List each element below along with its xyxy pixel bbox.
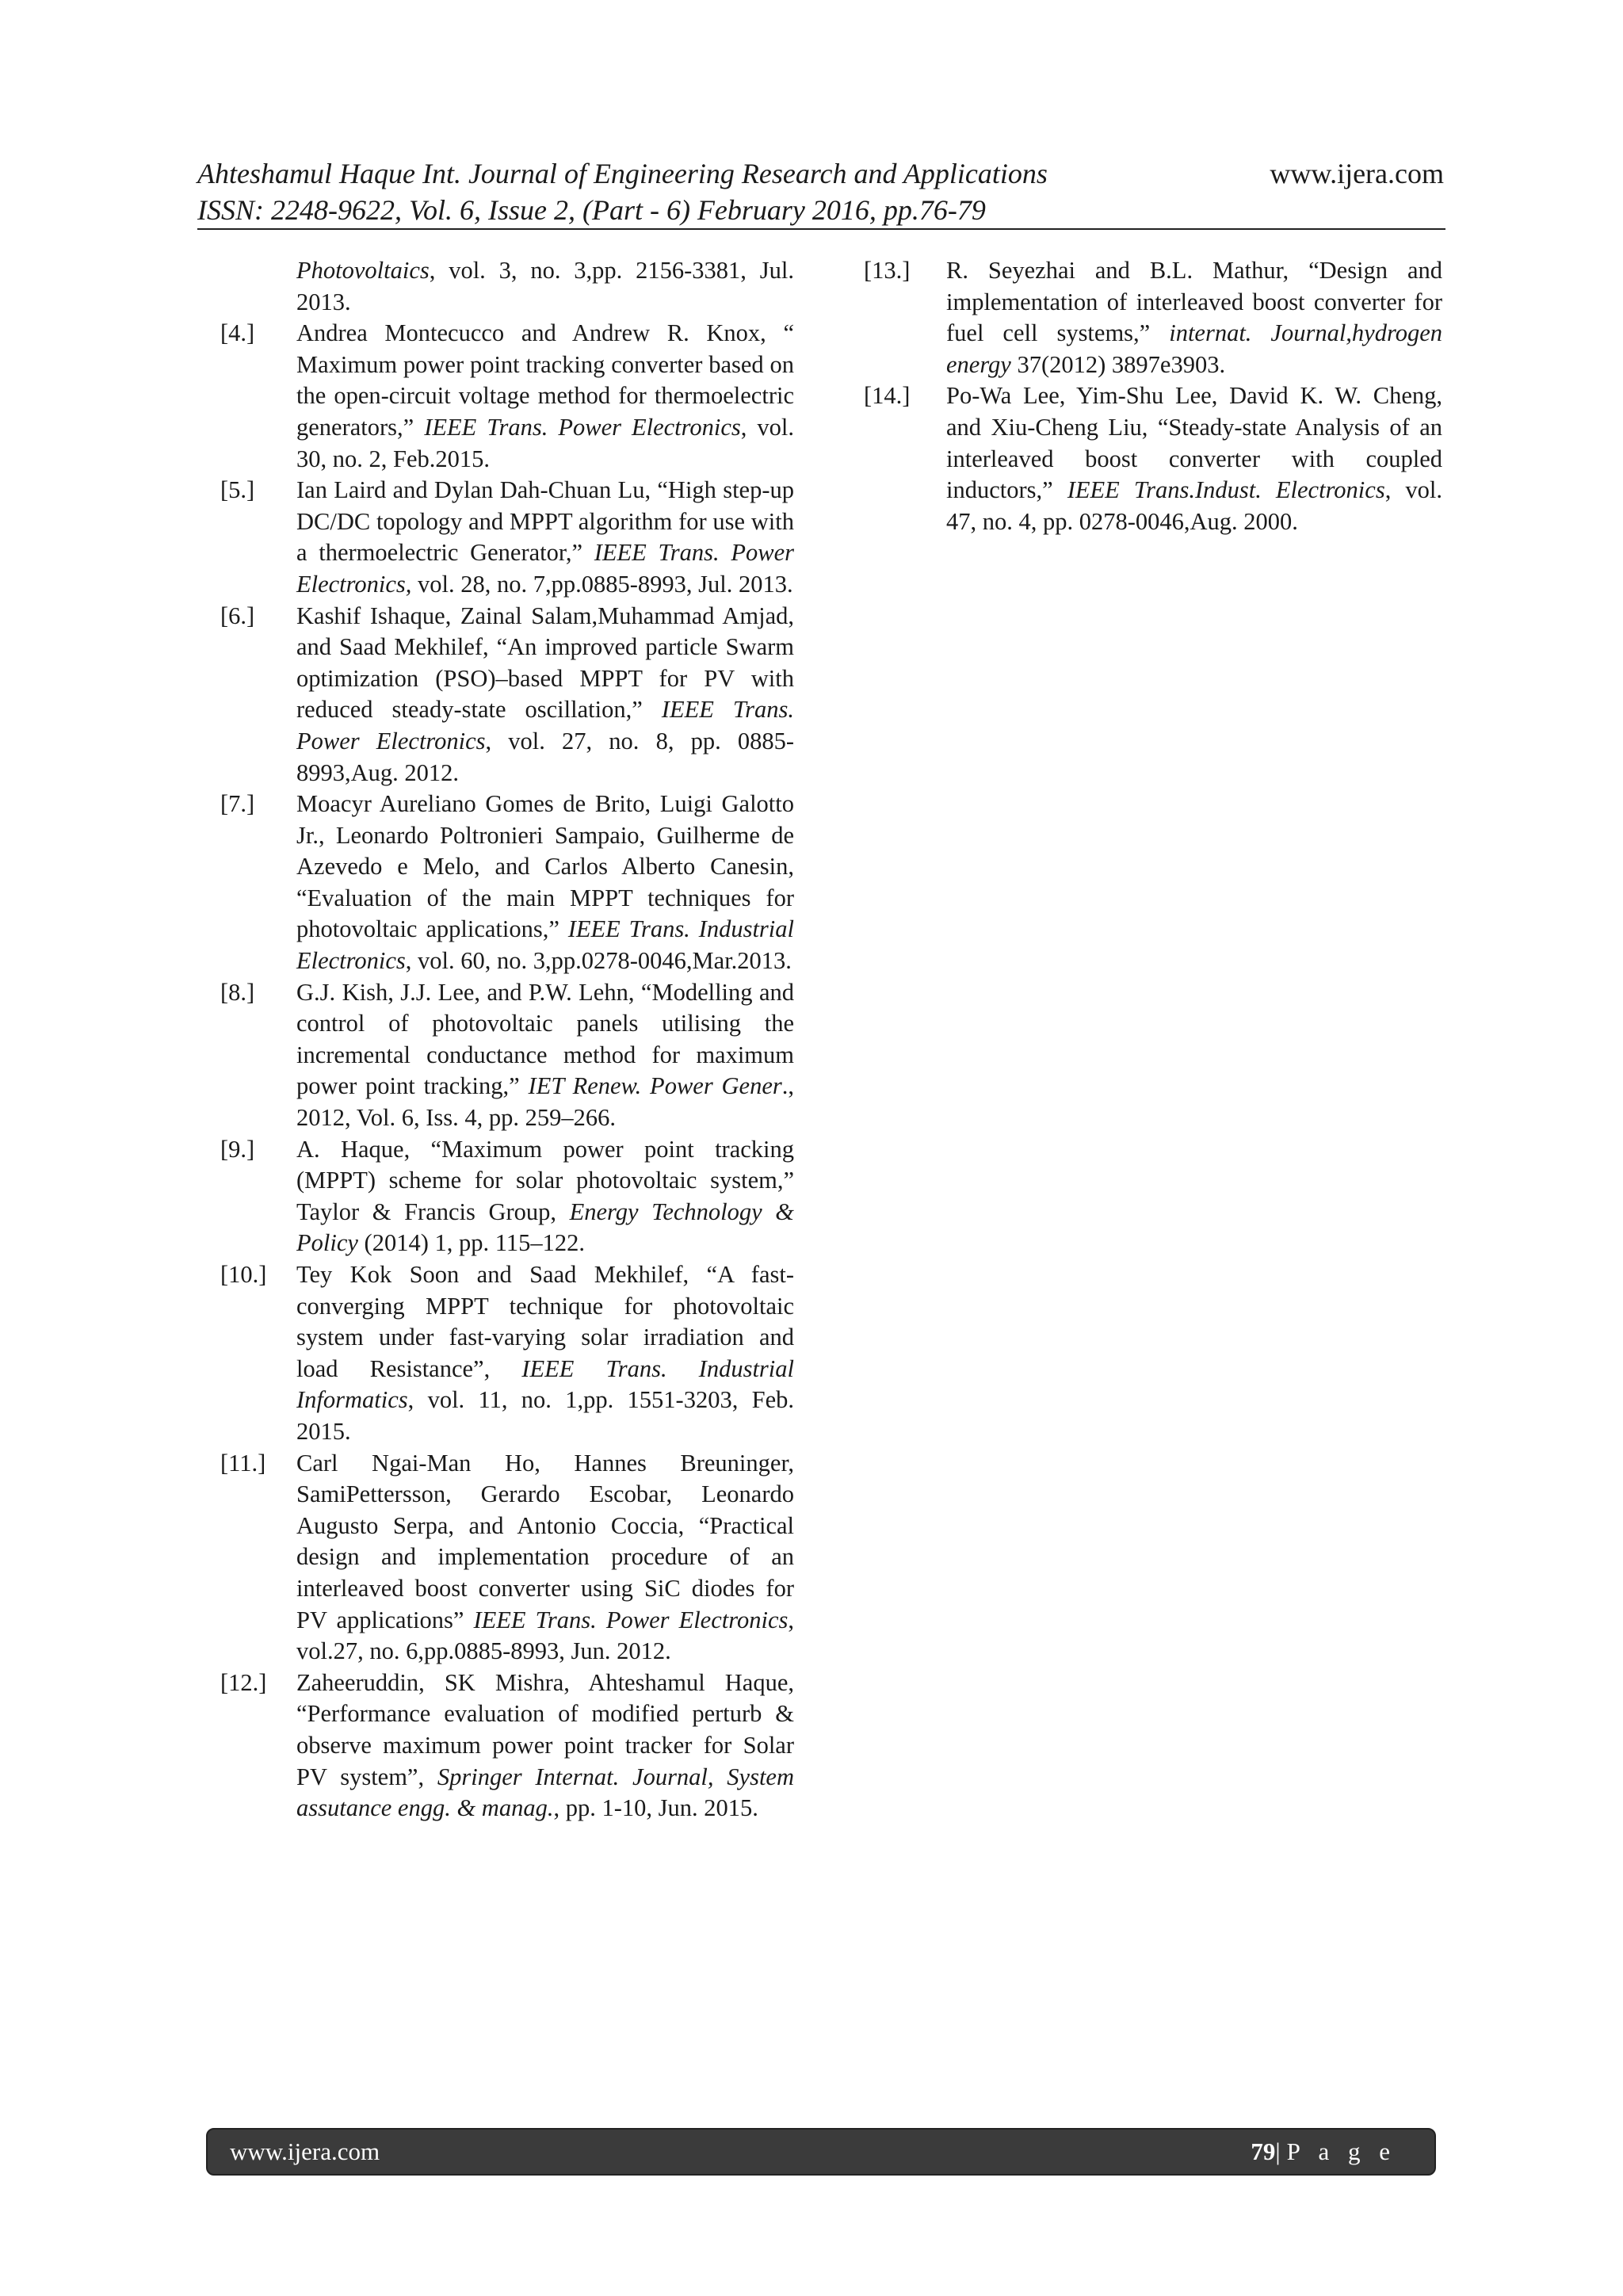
reference-text: Andrea Montecucco and Andrew R. Knox, “ Maximum power point tracking converter based on the open-circuit voltage method for thermoelectric generators,” bbox=[296, 319, 794, 441]
reference-item bbox=[220, 1668, 794, 1824]
page-label: |P a g e bbox=[1275, 2137, 1396, 2165]
header-website: www.ijera.com bbox=[1270, 158, 1444, 189]
footer-website: www.ijera.com bbox=[230, 2137, 380, 2165]
reference-text: Moacyr Aureliano Gomes de Brito, Luigi Galotto Jr., Leonardo Poltronieri Sampaio, Guilherme de Azevedo e Melo, and Carlos Alberto Canesin, “Evaluation of the main MPPT techniques for photovoltaic applications,” bbox=[296, 790, 794, 943]
reference-text: Zaheeruddin, SK Mishra, Ahteshamul Haque, “Performance evaluation of modified perturb & observe maximum power point tracker for Solar PV system”, bbox=[296, 1668, 794, 1790]
reference-text: Po-Wa Lee, Yim-Shu Lee, David K. W. Cheng, and Xiu-Cheng Liu, “Steady-state Analysis of an interleaved boost converter with coupled inductors,” bbox=[946, 382, 1442, 504]
reference-source: Energy Technology & Policy bbox=[296, 1198, 794, 1257]
reference-number: [7.] bbox=[220, 790, 255, 818]
reference-source: IEEE Trans. Power Electronics, bbox=[296, 539, 794, 598]
reference-number: [5.] bbox=[220, 476, 255, 504]
page-footer bbox=[206, 2128, 1436, 2176]
reference-item bbox=[220, 1134, 794, 1259]
reference-item bbox=[220, 1448, 794, 1668]
reference-number: [6.] bbox=[220, 602, 255, 629]
page-number bbox=[1251, 2137, 1396, 2166]
reference-source: IEEE Trans. Industrial Electronics bbox=[296, 915, 794, 975]
reference-item bbox=[864, 255, 1442, 380]
reference-item bbox=[220, 475, 794, 600]
page-number-value: 79 bbox=[1251, 2137, 1276, 2165]
reference-text: ., 2012, Vol. 6, Iss. 4, pp. 259–266. bbox=[296, 1072, 794, 1132]
references-right-column bbox=[864, 255, 1442, 537]
issn-line: ISSN: 2248-9622, Vol. 6, Issue 2, (Part - 6) February 2016, pp.76-79 bbox=[197, 194, 986, 226]
reference-item bbox=[220, 601, 794, 789]
reference-number: [8.] bbox=[220, 978, 255, 1006]
reference-text: , vol. 30, no. 2, Feb.2015. bbox=[296, 413, 794, 472]
reference-number: [9.] bbox=[220, 1135, 255, 1163]
reference-number: [4.] bbox=[220, 319, 255, 347]
references-left-column bbox=[220, 255, 794, 1824]
reference-item bbox=[220, 977, 794, 1134]
reference-text: Kashif Ishaque, Zainal Salam,Muhammad Amjad, and Saad Mekhilef, “An improved particle Swarm optimization (PSO)–based MPPT for PV with reduced steady-state oscillation,” bbox=[296, 602, 794, 724]
reference-text: Ian Laird and Dylan Dah-Chuan Lu, “High step-up DC/DC topology and MPPT algorithm for use with a thermoelectric Generator,” bbox=[296, 476, 794, 567]
header-row-1 bbox=[197, 155, 1444, 192]
reference-source: IEEE Trans. Industrial Informatics bbox=[296, 1354, 794, 1414]
reference-number: [14.] bbox=[864, 382, 911, 410]
reference-text: 37(2012) 3897e3903. bbox=[1010, 350, 1226, 378]
reference-number: [13.] bbox=[864, 257, 911, 284]
reference-source: IEEE Trans. Power Electronics bbox=[424, 413, 741, 441]
reference-item bbox=[220, 789, 794, 977]
reference-item bbox=[220, 255, 794, 318]
running-header bbox=[197, 155, 1444, 228]
reference-text: Carl Ngai-Man Ho, Hannes Breuninger, SamiPettersson, Gerardo Escobar, Leonardo Augusto Serpa, and Antonio Coccia, “Practical design and implementation procedure of an interleaved boost converter using SiC diodes for PV applications” bbox=[296, 1449, 794, 1633]
reference-text: , vol. 27, no. 8, pp. 0885-8993,Aug. 2012. bbox=[296, 727, 794, 786]
reference-text: , pp. 1-10, Jun. 2015. bbox=[553, 1794, 758, 1822]
reference-text: , vol. 60, no. 3,pp.0278-0046,Mar.2013. bbox=[405, 947, 792, 975]
reference-text: A. Haque, “Maximum power point tracking (MPPT) scheme for solar photovoltaic system,” Taylor & Francis Group, bbox=[296, 1135, 794, 1225]
reference-source: Springer Internat. Journal, System assutance engg. & manag. bbox=[296, 1763, 794, 1822]
reference-source: IEEE Trans. Power Electronics bbox=[473, 1606, 789, 1633]
reference-text: Tey Kok Soon and Saad Mekhilef, “A fast-converging MPPT technique for photovoltaic system under fast-varying solar irradiation and load Resistance”, bbox=[296, 1261, 794, 1382]
reference-text: , vol. 11, no. 1,pp. 1551-3203, Feb. 2015. bbox=[296, 1386, 794, 1445]
reference-source: IEEE Trans. Power Electronics bbox=[296, 696, 794, 755]
reference-item bbox=[220, 318, 794, 475]
reference-source: IEEE Trans.Indust. Electronics bbox=[1067, 476, 1385, 504]
reference-text: , vol.27, no. 6,pp.0885-8993, Jun. 2012. bbox=[296, 1606, 794, 1665]
header-row-2 bbox=[197, 192, 1444, 228]
reference-number: [12.] bbox=[220, 1668, 267, 1696]
reference-text: vol. 28, no. 7,pp.0885-8993, Jul. 2013. bbox=[411, 570, 793, 598]
reference-text: , vol. 3, no. 3,pp. 2156-3381, Jul. 2013. bbox=[296, 257, 794, 315]
header-rule bbox=[197, 228, 1445, 230]
reference-source: IET Renew. Power Gener bbox=[528, 1072, 782, 1100]
reference-item bbox=[864, 380, 1442, 537]
reference-item bbox=[220, 1259, 794, 1448]
reference-text: G.J. Kish, J.J. Lee, and P.W. Lehn, “Modelling and control of photovoltaic panels utilising the incremental conductance method for maximum power point tracking,” bbox=[296, 978, 794, 1100]
reference-source: internat. Journal,hydrogen energy bbox=[946, 319, 1442, 378]
reference-source: Photovoltaics bbox=[296, 257, 430, 284]
reference-number: [11.] bbox=[220, 1449, 266, 1477]
journal-title: Ahteshamul Haque Int. Journal of Engineering Research and Applications bbox=[197, 158, 1048, 189]
reference-number: [10.] bbox=[220, 1261, 267, 1288]
reference-text: R. Seyezhai and B.L. Mathur, “Design and implementation of interleaved boost converter for fuel cell systems,” bbox=[946, 257, 1442, 347]
reference-text: (2014) 1, pp. 115–122. bbox=[357, 1229, 585, 1257]
reference-text: , vol. 47, no. 4, pp. 0278-0046,Aug. 2000. bbox=[946, 476, 1442, 535]
